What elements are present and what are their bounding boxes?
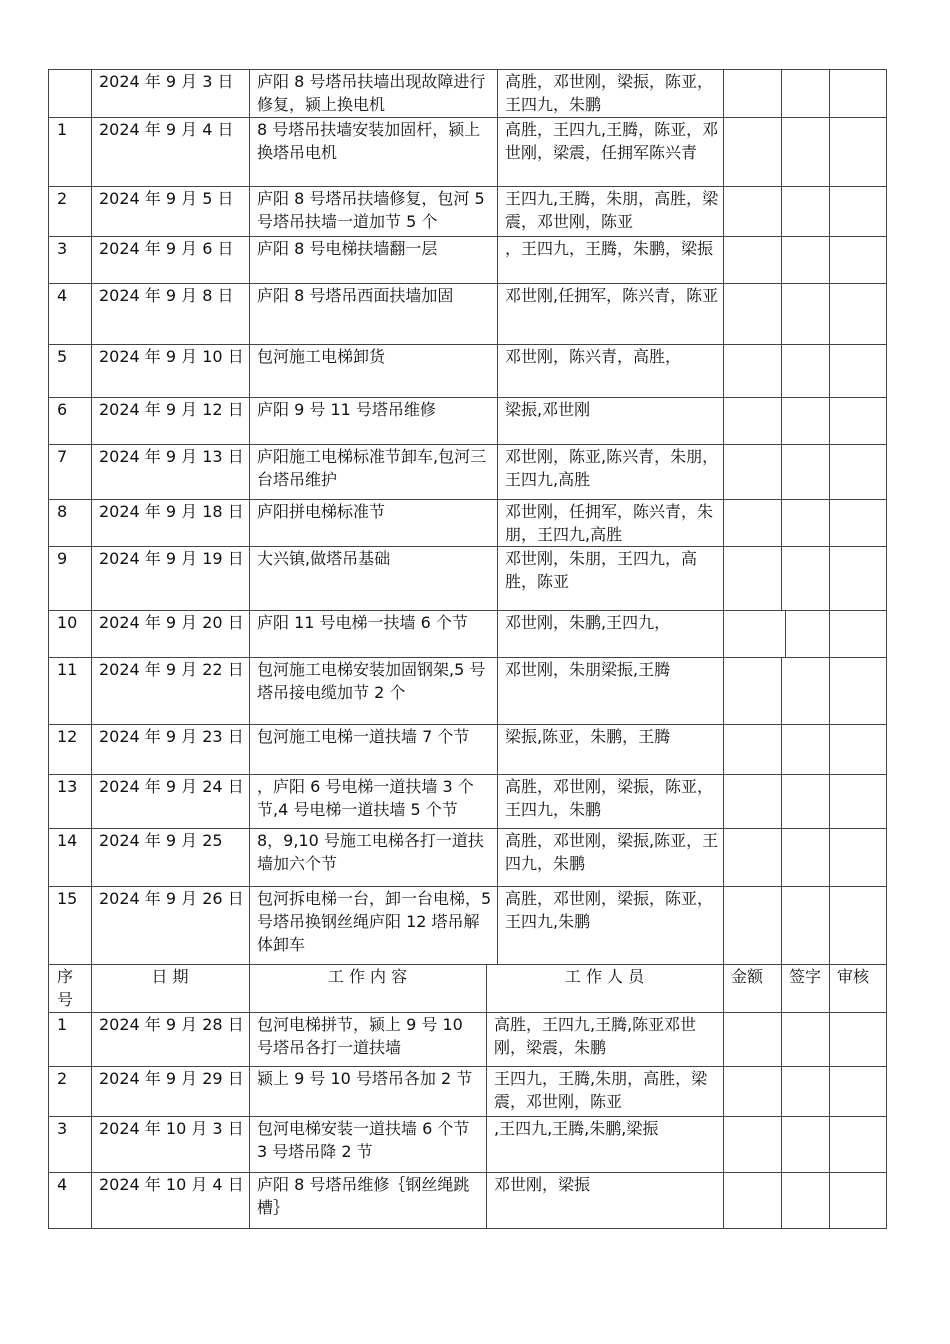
column-divider [781,117,782,187]
column-divider [829,69,830,118]
row-divider [48,1228,887,1229]
row-staff: 邓世刚,任拥军，陈兴青，陈亚 [505,286,719,305]
row-content: 包河施工电梯一道扶墙 7 个节 [257,727,470,746]
row-content: 大兴镇,做塔吊基础 [257,549,391,568]
row-content: 包河电梯安装一道扶墙 6 个节 3 号塔吊降 2 节 [257,1119,470,1161]
column-divider [886,886,887,965]
column-divider [781,69,782,118]
column-divider [829,344,830,398]
column-divider [781,774,782,829]
column-divider [781,236,782,284]
row-staff: ，王四九，王腾，朱鹏，梁振 [505,239,714,258]
row-seq: 2 [57,189,68,208]
row-seq: 3 [57,1119,68,1138]
row-content: 庐阳 8 号塔吊扶墙修复，包河 5 号塔吊扶墙一道加节 5 个 [257,189,485,231]
column-divider [886,69,887,118]
row-staff: 高胜，王四九,王腾,陈亚邓世刚，梁震，朱鹏 [494,1015,697,1057]
column-divider [723,610,724,658]
row-date: 2024 年 9 月 19 日 [99,549,244,568]
column-divider [886,610,887,658]
column-divider [723,117,724,187]
row-content: 庐阳 9 号 11 号塔吊维修 [257,400,436,419]
column-divider [723,828,724,887]
column-divider [886,1012,887,1067]
row-content: 颍上 9 号 10 号塔吊各加 2 节 [257,1069,473,1088]
column-divider [886,724,887,775]
row-content: 庐阳施工电梯标准节卸车,包河三台塔吊维护 [257,447,487,489]
row-seq: 7 [57,447,68,466]
row-staff: 邓世刚，陈亚,陈兴青，朱朋，王四九,高胜 [505,447,719,489]
row-seq: 3 [57,239,68,258]
column-divider [829,397,830,445]
column-divider [723,186,724,237]
row-content: 包河施工电梯安装加固钢架,5 号塔吊接电缆加节 2 个 [257,660,486,702]
row-staff: 邓世刚，任拥军，陈兴青，朱朋，王四九,高胜 [505,502,714,544]
row-staff: 邓世刚，朱朋梁振,王腾 [505,660,671,679]
column-divider [829,444,830,500]
column-divider [829,1116,830,1173]
column-divider [723,1116,724,1173]
column-divider [781,283,782,345]
row-date: 2024 年 9 月 24 日 [99,777,244,796]
column-divider [781,886,782,965]
column-divider [723,724,724,775]
column-divider [829,1066,830,1117]
row-staff: 邓世刚，梁振 [494,1175,591,1194]
column-divider [723,283,724,345]
column-divider [829,657,830,725]
column-divider [781,828,782,887]
column-divider [886,1066,887,1117]
column-divider [829,117,830,187]
row-seq: 6 [57,400,68,419]
row-seq: 11 [57,660,78,679]
row-staff: 高胜，邓世刚，梁振，陈亚，王四九,朱鹏 [505,889,714,931]
row-date: 2024 年 9 月 23 日 [99,727,244,746]
header-review: 审核 [837,967,870,986]
column-divider [781,657,782,725]
row-date: 2024 年 9 月 28 日 [99,1015,244,1034]
row-date: 2024 年 9 月 25 [99,831,223,850]
header-staff: 工 作 人 员 [564,967,645,986]
row-date: 2024 年 9 月 13 日 [99,447,244,466]
column-divider [886,657,887,725]
header-content: 工 作 内 容 [327,967,408,986]
column-divider [829,774,830,829]
column-divider [886,397,887,445]
column-divider [829,546,830,611]
column-divider [781,546,782,611]
row-staff: 高胜，邓世刚，梁振,陈亚，王四九，朱鹏 [505,831,719,873]
row-content: 包河拆电梯一台，卸一台电梯，5 号塔吊换钢丝绳庐阳 12 塔吊解体卸车 [257,889,492,954]
row-seq [48,69,91,117]
row-content: 8，9,10 号施工电梯各打一道扶墙加六个节 [257,831,484,873]
row-seq: 2 [57,1069,68,1088]
row-content: 包河电梯拼节，颍上 9 号 10 号塔吊各打一道扶墙 [257,1015,463,1057]
row-date: 2024 年 9 月 3 日 [99,72,234,91]
column-divider [886,774,887,829]
row-seq: 1 [57,120,68,139]
row-date: 2024 年 9 月 5 日 [99,189,234,208]
row-date: 2024 年 9 月 4 日 [99,120,234,139]
column-divider [723,546,724,611]
column-divider [886,964,887,1013]
row-date: 2024 年 10 月 4 日 [99,1175,244,1194]
column-divider [723,444,724,500]
row-staff: 王四九，王腾,朱朋，高胜，梁震，邓世刚，陈亚 [494,1069,708,1111]
row-staff: 梁振,陈亚，朱鹏，王腾 [505,727,671,746]
column-divider [781,397,782,445]
column-divider [886,117,887,187]
row-date: 2024 年 9 月 29 日 [99,1069,244,1088]
column-divider [886,546,887,611]
column-divider [886,828,887,887]
row-content: 包河施工电梯卸货 [257,347,386,366]
column-divider [781,344,782,398]
row-date: 2024 年 9 月 26 日 [99,889,244,908]
column-divider [785,610,786,658]
row-date: 2024 年 9 月 20 日 [99,613,244,632]
column-divider [829,886,830,965]
row-staff: 高胜，王四九,王腾，陈亚，邓世刚，梁震，任拥军陈兴青 [505,120,719,162]
column-divider [723,1172,724,1229]
row-staff: 王四九,王腾，朱朋，高胜，梁震，邓世刚，陈亚 [505,189,719,231]
row-seq: 9 [57,549,68,568]
row-seq: 10 [57,613,78,632]
column-divider [781,1012,782,1067]
row-seq: 4 [57,1175,68,1194]
column-divider [829,186,830,237]
row-date: 2024 年 9 月 18 日 [99,502,244,521]
row-staff: 高胜，邓世刚，梁振，陈亚，王四九，朱鹏 [505,777,714,819]
row-content: 庐阳 8 号塔吊扶墙出现故障进行修复，颍上换电机 [257,72,486,114]
column-divider [829,828,830,887]
row-staff: 梁振,邓世刚 [505,400,591,419]
header-date: 日 期 [151,967,189,986]
column-divider [829,724,830,775]
header-sign: 签字 [789,967,822,986]
column-divider [781,499,782,547]
row-content: 庐阳 8 号塔吊维修｛钢丝绳跳槽｝ [257,1175,470,1217]
row-seq: 4 [57,286,68,305]
row-staff: 邓世刚，朱鹏,王四九， [505,613,671,632]
column-divider [723,886,724,965]
column-divider [723,774,724,829]
column-divider [781,186,782,237]
column-divider [829,283,830,345]
row-seq: 1 [57,1015,68,1034]
column-divider [723,397,724,445]
column-divider [886,283,887,345]
row-seq: 12 [57,727,78,746]
row-seq: 13 [57,777,78,796]
column-divider [886,186,887,237]
column-divider [781,444,782,500]
column-divider [829,610,830,658]
row-seq: 8 [57,502,68,521]
column-divider [886,499,887,547]
row-date: 2024 年 9 月 8 日 [99,286,234,305]
row-content: 8 号塔吊扶墙安装加固杆，颍上换塔吊电机 [257,120,481,162]
row-seq: 5 [57,347,68,366]
column-divider [723,499,724,547]
column-divider [886,236,887,284]
row-seq: 15 [57,889,78,908]
column-divider [829,1012,830,1067]
row-seq: 14 [57,831,78,850]
column-divider [781,1116,782,1173]
row-date: 2024 年 9 月 6 日 [99,239,234,258]
row-content: ，庐阳 6 号电梯一道扶墙 3 个节,4 号电梯一道扶墙 5 个节 [257,777,474,819]
column-divider [723,236,724,284]
column-divider [781,724,782,775]
row-staff: ,王四九,王腾,朱鹏,梁振 [494,1119,659,1138]
column-divider [829,499,830,547]
row-date: 2024 年 9 月 22 日 [99,660,244,679]
row-content: 庐阳拼电梯标准节 [257,502,386,521]
column-divider [829,1172,830,1229]
row-staff: 邓世刚，陈兴青，高胜， [505,347,682,366]
header-amount: 金额 [731,967,764,986]
column-divider [886,444,887,500]
column-divider [886,1172,887,1229]
column-divider [886,1116,887,1173]
row-staff: 邓世刚，朱朋，王四九，高胜，陈亚 [505,549,698,591]
row-staff: 高胜，邓世刚，梁振，陈亚，王四九，朱鹏 [505,72,714,114]
row-date: 2024 年 9 月 10 日 [99,347,244,366]
row-content: 庐阳 8 号塔吊西面扶墙加固 [257,286,454,305]
column-divider [781,1066,782,1117]
row-date: 2024 年 9 月 12 日 [99,400,244,419]
row-date: 2024 年 10 月 3 日 [99,1119,244,1138]
row-content: 庐阳 11 号电梯一扶墙 6 个节 [257,613,468,632]
column-divider [781,1172,782,1229]
column-divider [723,657,724,725]
row-content: 庐阳 8 号电梯扶墙翻一层 [257,239,438,258]
column-divider [886,344,887,398]
column-divider [723,1012,724,1067]
header-seq: 序号 [57,967,74,1009]
column-divider [723,1066,724,1117]
column-divider [723,344,724,398]
column-divider [723,69,724,118]
column-divider [829,236,830,284]
